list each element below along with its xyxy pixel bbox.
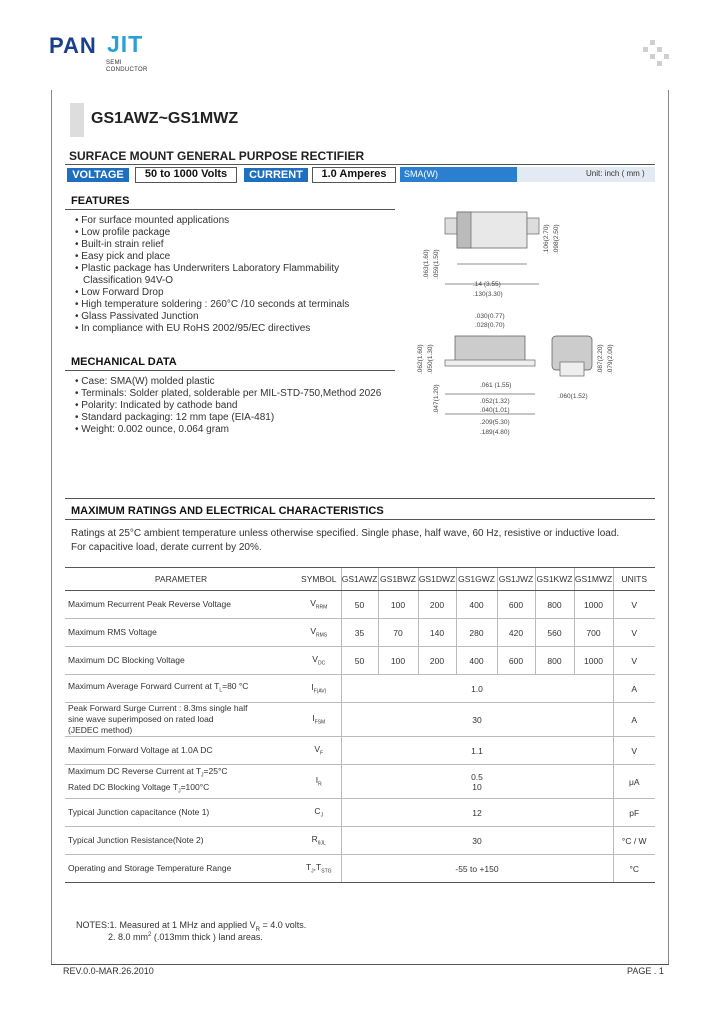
- param-cell: Maximum Recurrent Peak Reverse Voltage: [65, 591, 297, 619]
- value-cell: 400: [456, 647, 497, 675]
- brand-logo-pan: PAN: [49, 33, 97, 58]
- brand-logo-jit: JIT: [107, 31, 144, 57]
- dim-label: .062(1.60): [417, 344, 424, 374]
- value-cell: 12: [341, 799, 613, 827]
- value-cell: 50: [341, 647, 378, 675]
- value-cell: 400: [456, 591, 497, 619]
- table-header-row: [65, 568, 655, 591]
- page-frame-left: [51, 90, 52, 965]
- voltage-value: 50 to 1000 Volts: [135, 167, 237, 183]
- list-item: • In compliance with EU RoHS 2002/95/EC directives: [75, 323, 311, 334]
- param-cell: Maximum Forward Voltage at 1.0A DC: [65, 737, 297, 765]
- brand-sub-conductor: CONDUCTOR: [106, 67, 148, 73]
- header-cell: GS1JWZ: [497, 568, 535, 591]
- value-cell: 700: [574, 619, 613, 647]
- list-item: • Terminals: Solder plated, solderable per MIL-STD-750,Method 2026: [75, 388, 382, 399]
- value-cell: 600: [497, 591, 535, 619]
- symbol-cell: $I_{FSM}$: [297, 703, 341, 737]
- package-name: SMA(W): [404, 169, 438, 179]
- header-cell: GS1GWZ: [456, 568, 497, 591]
- footer-divider: [51, 964, 669, 965]
- title-accent: [70, 103, 84, 137]
- unit-cell: °C: [613, 855, 655, 883]
- param-cell: Maximum Average Forward Current at $T_L=80$ °C: [65, 675, 297, 703]
- dim-label: .059(1.50): [433, 249, 440, 279]
- header-cell: GS1BWZ: [378, 568, 418, 591]
- features-divider: [65, 209, 395, 210]
- dim-label: .061 (1.55): [480, 382, 512, 389]
- note-1: NOTES:1. Measured at 1 MHz and applied $V_R = 4.0$ volts.: [76, 920, 307, 933]
- current-value: 1.0 Amperes: [312, 167, 396, 183]
- dim-label: .130(3.30): [473, 291, 503, 298]
- table-row: [65, 765, 655, 799]
- dim-label: .209(5.30): [480, 419, 510, 426]
- ratings-divider: [65, 519, 655, 520]
- header-cell: SYMBOL: [297, 568, 341, 591]
- value-cell: 1.1: [341, 737, 613, 765]
- symbol-cell: $I_R$: [297, 765, 341, 799]
- dim-label: .063(1.60): [423, 249, 430, 279]
- param-cell: Operating and Storage Temperature Range: [65, 855, 297, 883]
- unit-cell: A: [613, 703, 655, 737]
- value-cell: 100: [378, 591, 418, 619]
- list-item: • Standard packaging: 12 mm tape (EIA-481): [75, 412, 275, 423]
- dim-label: .047(1.20): [433, 384, 440, 414]
- value-cell: 600: [497, 647, 535, 675]
- dim-label: .14 (3.55): [473, 281, 501, 288]
- symbol-cell: $V_{RRM}$: [297, 591, 341, 619]
- ratings-note-2: For capacitive load, derate current by 20%.: [71, 542, 262, 553]
- dim-label: .189(4.80): [480, 429, 510, 436]
- table-row: [65, 703, 655, 737]
- list-item: Classification 94V-O: [83, 275, 174, 286]
- table-row: [65, 799, 655, 827]
- value-cell: 70: [378, 619, 418, 647]
- ratings-divider-top: [65, 498, 655, 499]
- spec-table: [65, 567, 655, 883]
- dim-label: .030(0.77): [475, 313, 505, 320]
- note-2: 2. 8.0 $mm^2$ (.013mm thick ) land areas.: [108, 932, 263, 942]
- header-cell: GS1DWZ: [418, 568, 456, 591]
- mechanical-divider: [65, 370, 395, 371]
- param-cell: Maximum RMS Voltage: [65, 619, 297, 647]
- list-item: • Easy pick and place: [75, 251, 171, 262]
- table-row: [65, 647, 655, 675]
- ratings-heading: MAXIMUM RATINGS AND ELECTRICAL CHARACTERISTICS: [71, 505, 384, 517]
- value-cell: 420: [497, 619, 535, 647]
- list-item: • Glass Passivated Junction: [75, 311, 199, 322]
- page-title: GS1AWZ~GS1MWZ: [91, 110, 239, 127]
- list-item: • High temperature soldering : 260°C /10 seconds at terminals: [75, 299, 350, 310]
- voltage-label: VOLTAGE: [67, 168, 129, 182]
- value-cell: 1000: [574, 647, 613, 675]
- header-cell: GS1AWZ: [341, 568, 378, 591]
- symbol-cell: $C_J$: [297, 799, 341, 827]
- page-number: PAGE . 1: [627, 966, 664, 976]
- table-row: [65, 591, 655, 619]
- unit-cell: pF: [613, 799, 655, 827]
- features-heading: FEATURES: [71, 195, 130, 207]
- value-cell: 30: [341, 827, 613, 855]
- dim-label: .040(1.01): [480, 407, 510, 414]
- value-cell: 800: [535, 591, 574, 619]
- symbol-cell: $T_J,T_{STG}$: [297, 855, 341, 883]
- dim-label: .028(0.70): [475, 322, 505, 329]
- subtitle: SURFACE MOUNT GENERAL PURPOSE RECTIFIER: [69, 149, 365, 163]
- dim-label: .087(2.20): [597, 344, 604, 374]
- package-drawing: [400, 184, 655, 474]
- symbol-cell: $I_{F(AV)}$: [297, 675, 341, 703]
- value-cell: -55 to +150: [341, 855, 613, 883]
- page-frame-right: [668, 90, 669, 965]
- divider: [65, 164, 655, 165]
- value-cell: 0.5 10: [341, 765, 613, 799]
- header-cell: GS1MWZ: [574, 568, 613, 591]
- header-cell: GS1KWZ: [535, 568, 574, 591]
- value-cell: 800: [535, 647, 574, 675]
- param-cell: Maximum DC Blocking Voltage: [65, 647, 297, 675]
- unit-cell: μA: [613, 765, 655, 799]
- value-cell: 35: [341, 619, 378, 647]
- value-cell: 280: [456, 619, 497, 647]
- header-cell: UNITS: [613, 568, 655, 591]
- features-list: [75, 215, 349, 335]
- mechanical-list: [75, 376, 381, 436]
- param-cell: Typical Junction capacitance (Note 1): [65, 799, 297, 827]
- revision-label: REV.0.0-MAR.26.2010: [63, 966, 154, 976]
- unit-cell: V: [613, 647, 655, 675]
- list-item: • Case: SMA(W) molded plastic: [75, 376, 215, 387]
- current-label: CURRENT: [244, 168, 308, 182]
- value-cell: 200: [418, 647, 456, 675]
- dim-label: .098(2.50): [553, 224, 560, 254]
- dim-label: .052(1.32): [480, 398, 510, 405]
- table-row: [65, 827, 655, 855]
- param-cell: Maximum DC Reverse Current at $T_J=25^\circ C$ Rated DC Blocking Voltage $T_J=100^\circ C$: [65, 765, 297, 799]
- package-unit: Unit: inch ( mm ): [586, 169, 645, 178]
- value-cell: 560: [535, 619, 574, 647]
- unit-cell: V: [613, 619, 655, 647]
- dim-label: .050(1.30): [427, 344, 434, 374]
- list-item: • For surface mounted applications: [75, 215, 230, 226]
- symbol-cell: $V_F$: [297, 737, 341, 765]
- header-cell: PARAMETER: [65, 568, 297, 591]
- value-cell: 200: [418, 591, 456, 619]
- list-item: • Built-in strain relief: [75, 239, 164, 250]
- param-cell: Peak Forward Surge Current : 8.3ms single half sine wave superimposed on rated load (JEDEC method): [65, 703, 297, 737]
- dim-label: .106(2.70): [543, 224, 550, 254]
- symbol-cell: $V_{RMS}$: [297, 619, 341, 647]
- list-item: • Polarity: Indicated by cathode band: [75, 400, 238, 411]
- dim-label: .060(1.52): [558, 393, 588, 400]
- value-cell: 1000: [574, 591, 613, 619]
- param-cell: Typical Junction Resistance(Note 2): [65, 827, 297, 855]
- dim-label: .079(2.00): [607, 344, 614, 374]
- table-row: [65, 675, 655, 703]
- mechanical-heading: MECHANICAL DATA: [71, 356, 177, 368]
- symbol-cell: $R_{\theta JL}$: [297, 827, 341, 855]
- unit-cell: A: [613, 675, 655, 703]
- list-item: • Low Forward Drop: [75, 287, 164, 298]
- value-cell: 140: [418, 619, 456, 647]
- unit-cell: V: [613, 737, 655, 765]
- list-item: • Weight: 0.002 ounce, 0.064 gram: [75, 424, 229, 435]
- unit-cell: °C / W: [613, 827, 655, 855]
- table-row: [65, 619, 655, 647]
- value-cell: 1.0: [341, 675, 613, 703]
- value-cell: 50: [341, 591, 378, 619]
- unit-cell: V: [613, 591, 655, 619]
- table-row: [65, 855, 655, 883]
- value-cell: 30: [341, 703, 613, 737]
- list-item: • Plastic package has Underwriters Laboratory Flammability: [75, 263, 340, 274]
- symbol-cell: $V_{DC}$: [297, 647, 341, 675]
- value-cell: 100: [378, 647, 418, 675]
- brand-sub-semi: SEMI: [106, 60, 122, 66]
- ratings-note-1: Ratings at 25°C ambient temperature unless otherwise specified. Single phase, half wave, 60 Hz, resistive or inductive load.: [71, 528, 620, 539]
- table-row: [65, 737, 655, 765]
- list-item: • Low profile package: [75, 227, 171, 238]
